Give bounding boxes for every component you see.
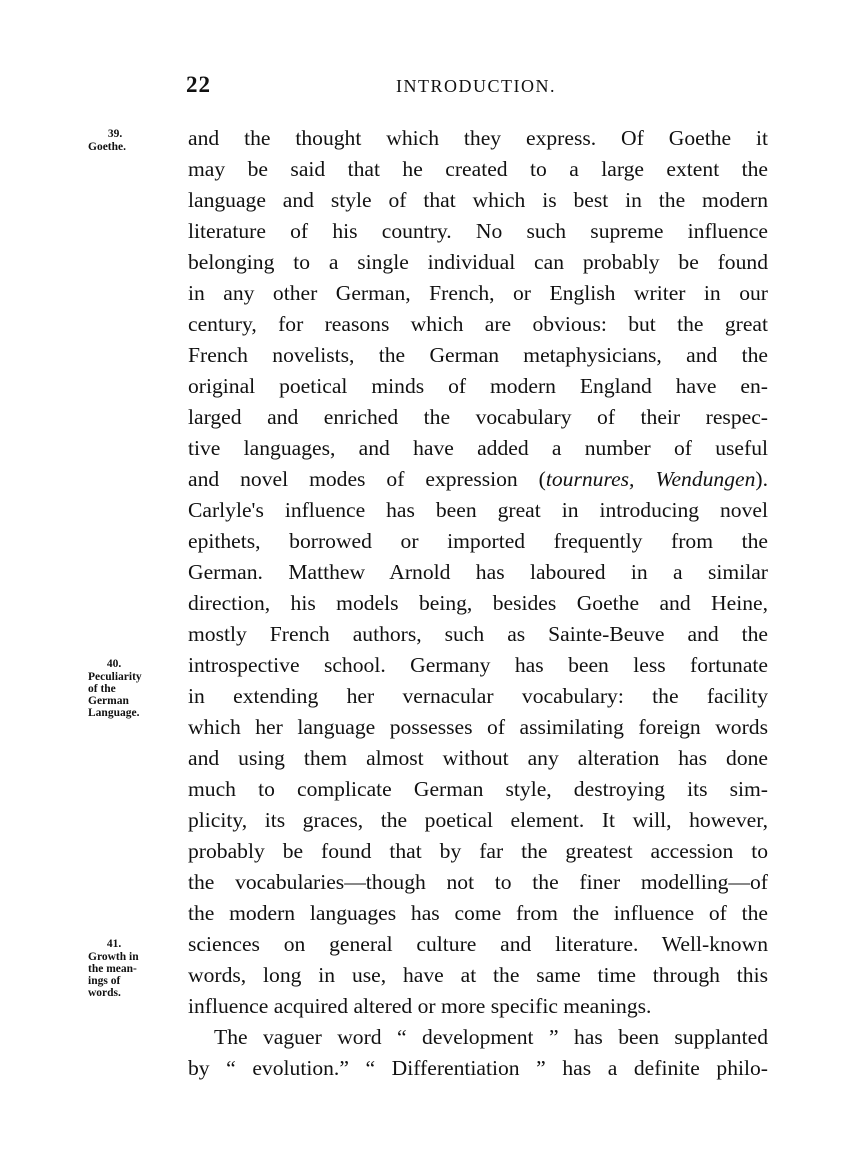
sidenote-number: 39. — [107, 128, 123, 140]
text-line: and the thought which they express. Of Goethe it — [188, 126, 768, 150]
text-line: and using them almost without any alteration has done — [188, 746, 768, 770]
text-line: much to complicate German style, destroying its sim- — [188, 777, 768, 801]
text-line: larged and enriched the vocabulary of their respec- — [188, 405, 768, 429]
text-line: Carlyle's influence has been great in introducing novel — [188, 498, 768, 522]
text-line: by “ evolution.” “ Differentiation ” has a definite philo- — [188, 1056, 768, 1080]
sidenote-39 — [88, 128, 182, 153]
text-line: introspective school. Germany has been less fortunate — [188, 653, 768, 677]
running-head: INTRODUCTION. — [396, 76, 556, 96]
text-line: belonging to a single individual can probably be found — [188, 250, 768, 274]
italic-term: tournures, — [545, 467, 635, 491]
sidenote-label: Goethe. — [88, 141, 127, 153]
text-line: in any other German, French, or English writer in our — [188, 281, 768, 305]
text-line: influence acquired altered or more specific meanings. — [188, 994, 652, 1018]
text-line: original poetical minds of modern England have en- — [188, 374, 768, 398]
text-line: literature of his country. No such supreme influence — [188, 219, 768, 243]
sidenote-number: 41. — [106, 938, 122, 950]
text-line: the modern languages has come from the influence of the — [188, 901, 768, 925]
text-line: plicity, its graces, the poetical element. It will, however, — [188, 808, 768, 832]
text-line: probably be found that by far the greatest accession to — [188, 839, 768, 863]
text-segment: and novel modes of expression ( — [188, 467, 546, 491]
page-number: 22 — [186, 72, 211, 97]
text-line: German. Matthew Arnold has laboured in a similar — [188, 560, 768, 584]
sidenote-label: Growth in the mean- ings of words. — [88, 951, 139, 999]
text-line: in extending her vernacular vocabulary: the facility — [188, 684, 768, 708]
text-line: tive languages, and have added a number of useful — [188, 436, 768, 460]
text-line: may be said that he created to a large extent the — [188, 157, 768, 181]
text-segment: ). — [755, 467, 768, 491]
page-header — [186, 72, 768, 102]
sidenote-41 — [88, 938, 182, 999]
text-line: century, for reasons which are obvious: but the great — [188, 312, 768, 336]
text-line: mostly French authors, such as Sainte-Beuve and the — [188, 622, 768, 646]
text-line: language and style of that which is best in the modern — [188, 188, 768, 212]
text-line: which her language possesses of assimilating foreign words — [188, 715, 768, 739]
text-line: direction, his models being, besides Goethe and Heine, — [188, 591, 768, 615]
sidenote-40 — [88, 658, 182, 719]
text-line: French novelists, the German metaphysicians, and the — [188, 343, 768, 367]
text-line: sciences on general culture and literature. Well-known — [188, 932, 768, 956]
text-line: the vocabularies—though not to the finer modelling—of — [188, 870, 768, 894]
italic-term: Wendungen — [655, 467, 756, 491]
sidenote-label: Peculiarity of the German Language. — [88, 671, 142, 719]
text-line: words, long in use, have at the same time through this — [188, 963, 768, 987]
body-text — [188, 123, 768, 1084]
text-line-with-italics — [188, 464, 768, 495]
text-line: The vaguer word “ development ” has been supplanted — [214, 1025, 768, 1049]
text-line: epithets, borrowed or imported frequently from the — [188, 529, 768, 553]
sidenote-number: 40. — [106, 658, 122, 670]
